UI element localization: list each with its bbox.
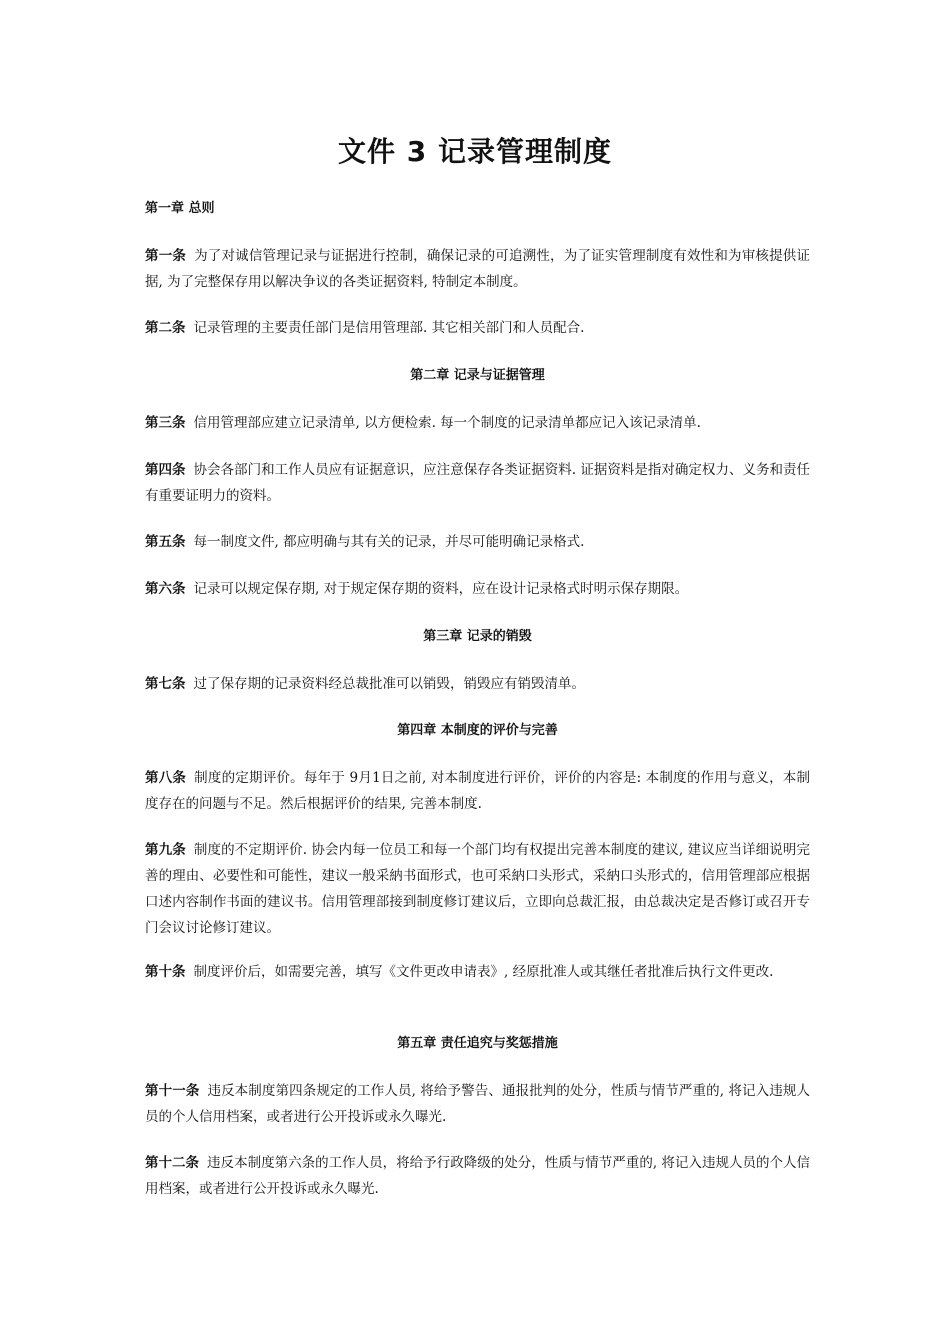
- article-label: 第四条: [145, 462, 186, 478]
- article-10: [145, 959, 810, 985]
- article-text: 违反本制度第六条的工作人员，将给予行政降级的处分，性质与情节严重的, 将记入违规人员的个人信用档案，或者进行公开投诉或永久曝光.: [145, 1155, 811, 1197]
- article-text: 过了保存期的记录资料经总裁批准可以销毁，销毁应有销毁清单。: [193, 676, 585, 692]
- article-text: 为了对诚信管理记录与证据进行控制，确保记录的可追溯性，为了证实管理制度有效性和为审核提供证据, 为了完整保存用以解决争议的各类证据资料, 特制定本制度。: [145, 248, 811, 290]
- article-text: 制度评价后，如需要完善，填写《文件更改申请表》, 经原批准人或其继任者批准后执行文件更改.: [193, 964, 774, 980]
- chapter-heading-4: 第四章 本制度的评价与完善: [397, 723, 558, 738]
- article-7: [145, 671, 810, 697]
- article-text: 协会各部门和工作人员应有证据意识，应注意保存各类证据资料. 证据资料是指对确定权力、义务和责任有重要证明力的资料。: [145, 462, 810, 504]
- article-3: [145, 410, 810, 436]
- article-text: 记录可以规定保存期, 对于规定保存期的资料，应在设计记录格式时明示保存期限。: [193, 581, 689, 597]
- article-6: [145, 576, 810, 602]
- article-label: 第十一条: [145, 1083, 200, 1099]
- chapter-heading-1: 第一章 总则: [145, 201, 215, 216]
- article-text: 违反本制度第四条规定的工作人员, 将给予警告、通报批判的处分，性质与情节严重的, 将记入违规人员的个人信用档案，或者进行公开投诉或永久曝光.: [145, 1083, 811, 1125]
- article-label: 第九条: [145, 842, 186, 858]
- article-label: 第七条: [145, 676, 186, 692]
- article-label: 第八条: [145, 770, 187, 786]
- article-label: 第一条: [145, 248, 187, 264]
- chapter-heading-5: 第五章 责任追究与奖惩措施: [397, 1036, 558, 1051]
- chapter-heading-3: 第三章 记录的销毁: [423, 629, 532, 644]
- article-label: 第二条: [145, 320, 186, 336]
- article-8: [145, 765, 810, 817]
- article-1: [145, 243, 810, 295]
- article-2: [145, 315, 810, 341]
- article-text: 制度的不定期评价. 协会内每一位员工和每一个部门均有权提出完善本制度的建议, 建议应当详细说明完善的理由、必要性和可能性，建议一般采納书面形式，也可采納口头形式，采納口头形式的，信用管理部应根据口述内容制作书面的建议书。信用管理部接到制度修订建议后，立即向总裁汇报，由总裁决定是否修订或召开专门会议讨论修订建议。: [145, 842, 811, 936]
- article-text: 信用管理部应建立记录清单, 以方便检索. 每一个制度的记录清单都应记入该记录清单.: [193, 415, 701, 431]
- article-label: 第六条: [145, 581, 186, 597]
- article-text: 每一制度文件, 都应明确与其有关的记录，并尽可能明确记录格式.: [193, 534, 585, 550]
- article-label: 第三条: [145, 415, 186, 431]
- article-12: [145, 1150, 810, 1202]
- article-5: [145, 529, 810, 555]
- article-label: 第五条: [145, 534, 186, 550]
- document-title: 文件 3 记录管理制度: [338, 135, 612, 168]
- article-text: 制度的定期评价。每年于 9月1日之前, 对本制度进行评价，评价的内容是: 本制度的作用与意义，本制度存在的问题与不足。然后根据评价的结果, 完善本制度.: [145, 770, 811, 812]
- article-label: 第十二条: [145, 1155, 200, 1171]
- article-text: 记录管理的主要责任部门是信用管理部. 其它相关部门和人员配合.: [193, 320, 585, 336]
- article-4: [145, 457, 810, 509]
- article-9: [145, 837, 810, 941]
- article-11: [145, 1078, 810, 1130]
- article-label: 第十条: [145, 964, 186, 980]
- chapter-heading-2: 第二章 记录与证据管理: [410, 368, 545, 383]
